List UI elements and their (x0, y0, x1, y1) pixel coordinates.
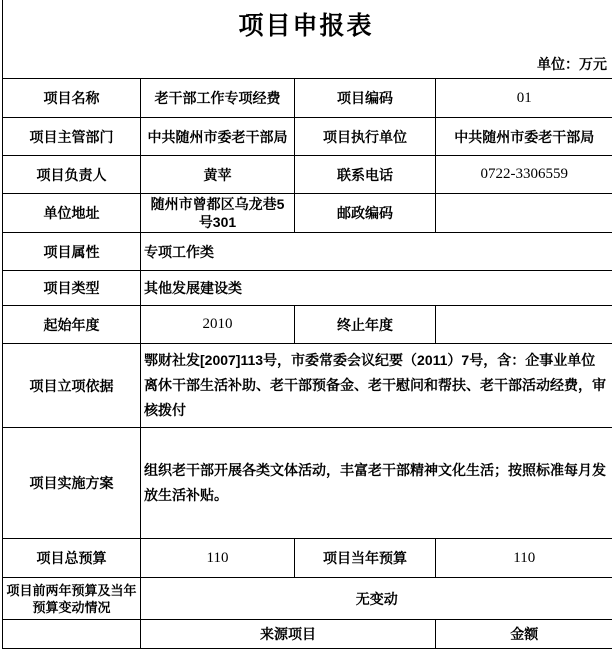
page-left-border (2, 0, 3, 649)
form-row (3, 539, 612, 578)
source-project-header: 来源项目 (141, 620, 436, 649)
value-project-code: 01 (436, 79, 612, 118)
label-start-year: 起始年度 (3, 306, 141, 344)
form-row (3, 118, 612, 156)
value-competent-dept: 中共随州市委老干部局 (141, 118, 295, 156)
form-row (3, 156, 612, 194)
form-row (3, 79, 612, 118)
value-executing-unit: 中共随州市委老干部局 (436, 118, 612, 156)
amount-header: 金额 (436, 620, 612, 649)
value-unit-address: 随州市曾都区乌龙巷5号301 (141, 194, 295, 233)
value-total-budget: 110 (141, 539, 295, 578)
form-row (3, 306, 612, 344)
value-implementation-plan: 组织老干部开展各类文体活动，丰富老干部精神文化生活；按照标准每月发放生活补贴。 (141, 428, 612, 539)
value-current-year-budget: 110 (436, 539, 612, 578)
project-declaration-table (2, 78, 612, 649)
value-project-leader: 黄苹 (141, 156, 295, 194)
label-project-type: 项目类型 (3, 271, 141, 306)
label-project-name: 项目名称 (3, 79, 141, 118)
value-contact-phone: 0722-3306559 (436, 156, 612, 194)
form-row (3, 428, 612, 539)
form-row (3, 620, 612, 649)
form-row (3, 194, 612, 233)
label-current-year-budget: 项目当年预算 (295, 539, 436, 578)
label-project-leader: 项目负责人 (3, 156, 141, 194)
label-implementation-plan: 项目实施方案 (3, 428, 141, 539)
form-row (3, 344, 612, 428)
form-row (3, 271, 612, 306)
form-row (3, 233, 612, 271)
corner-blank-cell (3, 620, 141, 649)
label-project-attribute: 项目属性 (3, 233, 141, 271)
label-total-budget: 项目总预算 (3, 539, 141, 578)
label-postal-code: 邮政编码 (295, 194, 436, 233)
label-approval-basis: 项目立项依据 (3, 344, 141, 428)
value-project-attribute: 专项工作类 (141, 233, 612, 271)
label-prior-budget-change: 项目前两年预算及当年预算变动情况 (3, 578, 141, 620)
unit-note: 单位：万元 (537, 56, 607, 72)
value-approval-basis: 鄂财社发[2007]113号，市委常委会议纪要（2011）7号，含：企事业单位离休干部生活补助、老干部预备金、老干慰问和帮扶、老干部活动经费，审核拨付 (141, 344, 612, 428)
label-unit-address: 单位地址 (3, 194, 141, 233)
label-executing-unit: 项目执行单位 (295, 118, 436, 156)
page-title: 项目申报表 (238, 12, 374, 40)
form-row (3, 578, 612, 620)
value-project-name: 老干部工作专项经费 (141, 79, 295, 118)
value-postal-code (436, 194, 612, 233)
label-project-code: 项目编码 (295, 79, 436, 118)
value-project-type: 其他发展建设类 (141, 271, 612, 306)
label-competent-dept: 项目主管部门 (3, 118, 141, 156)
label-end-year: 终止年度 (295, 306, 436, 344)
value-end-year (436, 306, 612, 344)
value-prior-budget-change: 无变动 (141, 578, 612, 620)
label-contact-phone: 联系电话 (295, 156, 436, 194)
value-start-year: 2010 (141, 306, 295, 344)
